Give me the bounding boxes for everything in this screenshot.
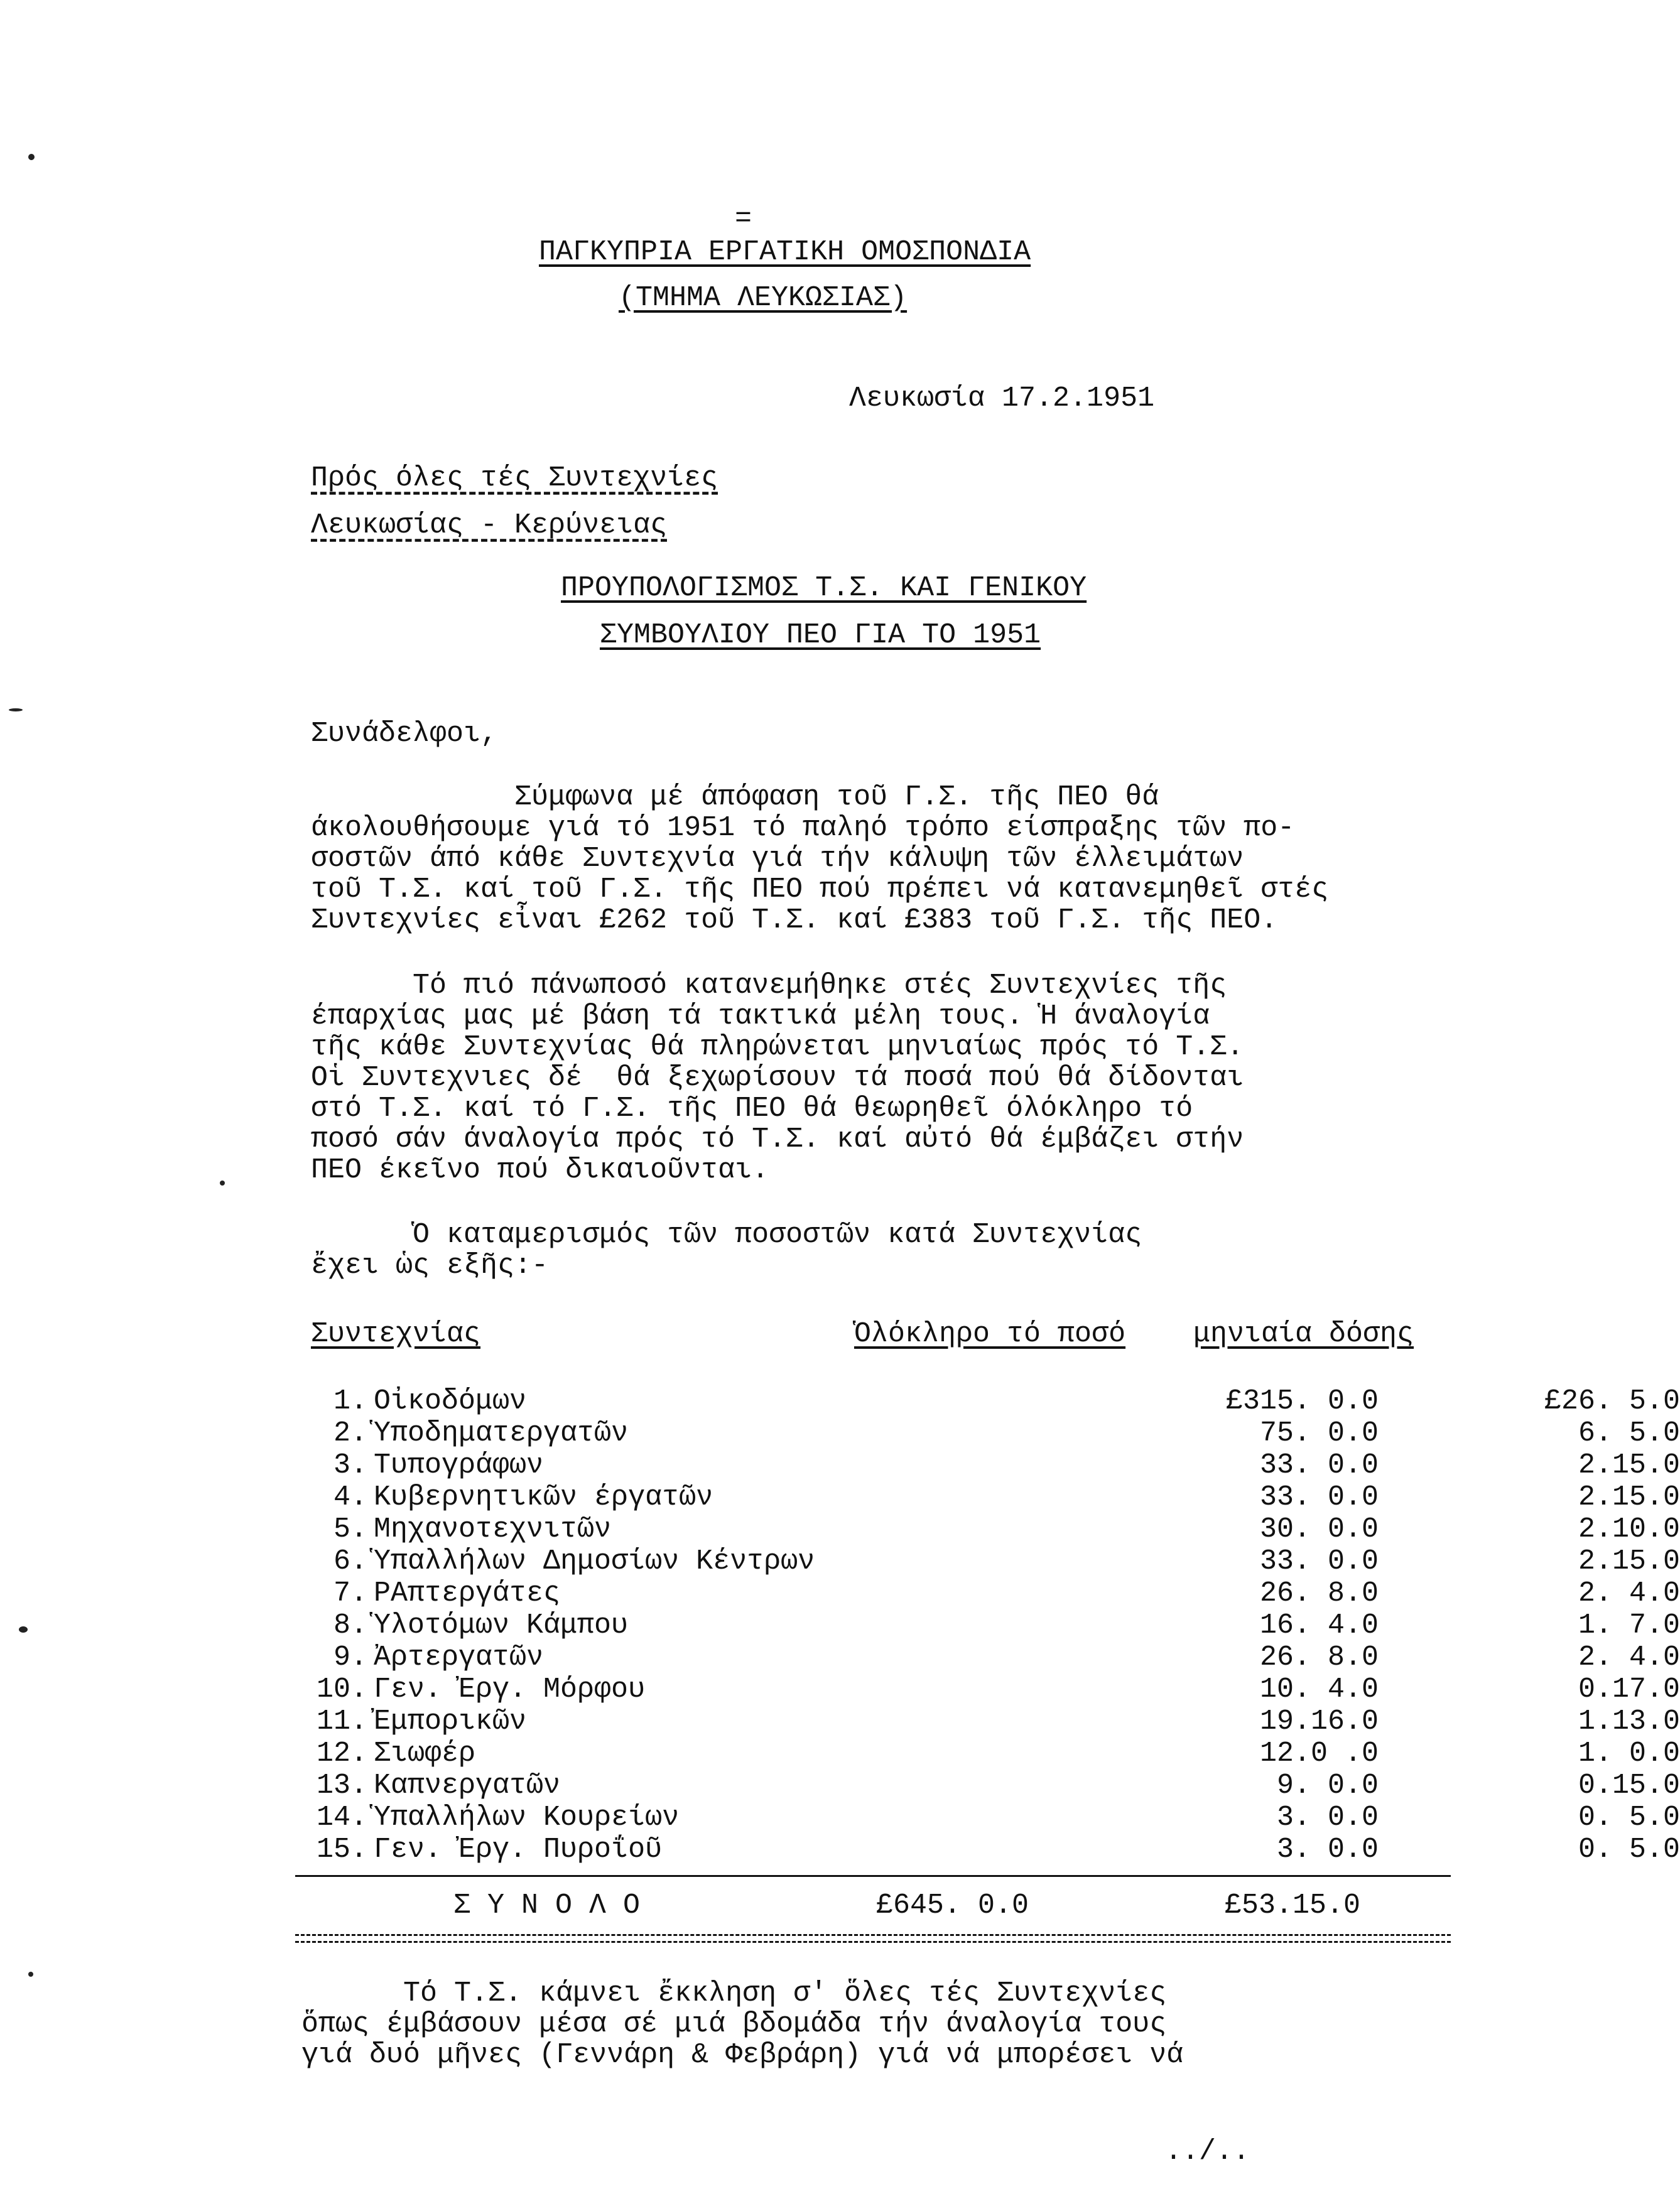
total-amount-cell: 19.16.0 bbox=[1259, 1705, 1379, 1738]
total-amount-cell: 26. 8.0 bbox=[1259, 1641, 1379, 1673]
monthly-installment-cell: 0.17.0 bbox=[1578, 1673, 1680, 1705]
union-name: Ἀρτεργατῶν bbox=[374, 1641, 544, 1673]
column-header-union: Συντεχνίας bbox=[311, 1318, 481, 1350]
scan-speck bbox=[9, 708, 23, 711]
monthly-installment-cell: 2.10.0 bbox=[1578, 1513, 1680, 1545]
table-row bbox=[311, 1577, 1680, 1609]
body-paragraph-3: Ὁ καταμερισμός τῶν ποσοστῶν κατά Συντεχνίας ἔχει ὡς εξῆς:- bbox=[311, 1219, 1142, 1282]
table-row bbox=[311, 1417, 1680, 1449]
recipient-line-2: Λευκωσίας - Κερύνειας bbox=[311, 509, 668, 541]
table-row bbox=[311, 1673, 1680, 1705]
row-number: 13. bbox=[316, 1770, 367, 1802]
union-name: Τυπογράφων bbox=[374, 1449, 544, 1481]
total-amount-cell: £315. 0.0 bbox=[1225, 1385, 1379, 1417]
union-name: Ὑποδηματεργατῶν bbox=[374, 1417, 629, 1449]
monthly-installment-cell: 0. 5.0 bbox=[1578, 1802, 1680, 1834]
total-amount-cell: 75. 0.0 bbox=[1259, 1417, 1379, 1449]
total-amount-cell: 33. 0.0 bbox=[1259, 1545, 1379, 1577]
scan-speck bbox=[28, 1972, 33, 1977]
table-row bbox=[311, 1705, 1680, 1738]
total-amount: £645. 0.0 bbox=[876, 1889, 1029, 1921]
row-number: 3. bbox=[333, 1449, 367, 1481]
monthly-installment-cell: 0. 5.0 bbox=[1578, 1834, 1680, 1866]
union-name: Ὑπαλλήλων Δημοσίων Κέντρων bbox=[374, 1545, 815, 1577]
continuation-mark: ../.. bbox=[1165, 2136, 1250, 2168]
row-number: 9. bbox=[333, 1641, 367, 1673]
total-amount-cell: 12.0 .0 bbox=[1259, 1738, 1379, 1770]
total-label: Σ Υ Ν Ο Λ Ο bbox=[453, 1889, 641, 1921]
union-name: Γεν. Ἐργ. Πυροΐοῦ bbox=[374, 1834, 663, 1866]
monthly-installment-cell: 6. 5.0 bbox=[1578, 1417, 1680, 1449]
table-row bbox=[311, 1385, 1680, 1417]
union-name: Σιωφέρ bbox=[374, 1738, 476, 1770]
monthly-installment-cell: 1. 0.0 bbox=[1578, 1738, 1680, 1770]
monthly-installment-cell: £26. 5.0 bbox=[1544, 1385, 1680, 1417]
row-number: 4. bbox=[333, 1481, 367, 1513]
total-monthly: £53.15.0 bbox=[1225, 1889, 1361, 1921]
row-number: 2. bbox=[333, 1417, 367, 1449]
table-row bbox=[311, 1545, 1680, 1577]
row-number: 5. bbox=[333, 1513, 367, 1545]
total-amount-cell: 16. 4.0 bbox=[1259, 1609, 1379, 1641]
total-amount-cell: 3. 0.0 bbox=[1276, 1802, 1379, 1834]
subject-line-1: ΠΡΟΥΠΟΛΟΓΙΣΜΟΣ Τ.Σ. ΚΑΙ ΓΕΝΙΚΟΥ bbox=[561, 572, 1087, 604]
subject-line-2: ΣΥΜΒΟΥΛΙΟΥ ΠΕΟ ΓΙΑ ΤΟ 1951 bbox=[600, 619, 1041, 651]
monthly-installment-cell: 2. 4.0 bbox=[1578, 1641, 1680, 1673]
monthly-installment-cell: 2.15.0 bbox=[1578, 1481, 1680, 1513]
total-rule bbox=[295, 1875, 1451, 1877]
body-paragraph-2: Τό πιό πάνωποσό κατανεμήθηκε στές Συντεχνίες τῆς έπαρχίας μας μέ βάση τά τακτικά μέλη τους. Ἡ άναλογία τῆς κάθε Συντεχνίας θά πληρώνεται μηνιαίως πρός τό Τ.Σ. Οἱ Συντεχνιες δέ θά ξεχωρίσουν τά ποσά πού θά δίδονται στό Τ.Σ. καί τό Γ.Σ. τῆς ΠΕΟ θά θεωρηθεῖ όλόκληρο τό ποσό σάν άναλογία πρός τό Τ.Σ. καί αὐτό θά έμβάζει στήν ΠΕΟ έκεῖνο πού δικαιοῦνται. bbox=[311, 970, 1244, 1186]
closing-paragraph: Τό Τ.Σ. κάμνει ἔκκληση σ' ὅλες τές Συντεχνίες ὅπως έμβάσουν μέσα σέ μιά βδομάδα τήν άναλογία τους γιά δυό μῆνες (Γεννάρη & Φεβράρη) γιά νά μπορέσει νά bbox=[301, 1977, 1184, 2071]
table-row bbox=[311, 1481, 1680, 1513]
scan-speck bbox=[220, 1181, 225, 1186]
contribution-table bbox=[311, 1385, 1680, 1866]
total-amount-cell: 3. 0.0 bbox=[1276, 1834, 1379, 1866]
union-name: Μηχανοτεχνιτῶν bbox=[374, 1513, 612, 1545]
row-number: 15. bbox=[316, 1834, 367, 1866]
union-name: Ὑπαλλήλων Κουρείων bbox=[374, 1802, 680, 1834]
scan-speck bbox=[19, 1626, 28, 1633]
union-name: Καπνεργατῶν bbox=[374, 1770, 561, 1802]
table-row bbox=[311, 1641, 1680, 1673]
union-name: Γεν. Ἐργ. Μόρφου bbox=[374, 1673, 646, 1705]
organization-name: ΠΑΓΚΥΠΡΙΑ ΕΡΓΑΤΙΚΗ ΟΜΟΣΠΟΝΔΙΑ bbox=[539, 236, 1031, 268]
total-amount-cell: 26. 8.0 bbox=[1259, 1577, 1379, 1609]
monthly-installment-cell: 1.13.0 bbox=[1578, 1705, 1680, 1738]
row-number: 7. bbox=[333, 1577, 367, 1609]
table-row bbox=[311, 1513, 1680, 1545]
table-row bbox=[311, 1449, 1680, 1481]
branch-name: (ΤΜΗΜΑ ΛΕΥΚΩΣΙΑΣ) bbox=[619, 282, 908, 314]
total-amount-cell: 9. 0.0 bbox=[1276, 1770, 1379, 1802]
salutation: Συνάδελφοι, bbox=[311, 718, 498, 750]
total-amount-cell: 33. 0.0 bbox=[1259, 1449, 1379, 1481]
table-header bbox=[0, 1317, 1465, 1355]
monthly-installment-cell: 1. 7.0 bbox=[1578, 1609, 1680, 1641]
row-number: 12. bbox=[316, 1738, 367, 1770]
union-name: Ὑλοτόμων Κάμπου bbox=[374, 1609, 629, 1641]
union-name: ΡΑπτεργάτες bbox=[374, 1577, 561, 1609]
place-date: Λευκωσία 17.2.1951 bbox=[849, 382, 1155, 414]
monthly-installment-cell: 2. 4.0 bbox=[1578, 1577, 1680, 1609]
monthly-installment-cell: 0.15.0 bbox=[1578, 1770, 1680, 1802]
double-rule bbox=[295, 1934, 1451, 1943]
table-row bbox=[311, 1833, 1680, 1866]
row-number: 8. bbox=[333, 1609, 367, 1641]
monthly-installment-cell: 2.15.0 bbox=[1578, 1449, 1680, 1481]
table-row bbox=[311, 1801, 1680, 1834]
row-number: 14. bbox=[316, 1802, 367, 1834]
table-row bbox=[311, 1609, 1680, 1641]
union-name: Οἰκοδόμων bbox=[374, 1385, 527, 1417]
recipient-line-1: Πρός όλες τές Συντεχνίες bbox=[311, 462, 718, 494]
column-header-total: Ὁλόκληρο τό ποσό bbox=[854, 1318, 1126, 1350]
column-header-monthly: μηνιαία δόσης bbox=[1193, 1318, 1414, 1350]
header-mark: = bbox=[735, 203, 752, 235]
table-row bbox=[311, 1769, 1680, 1802]
monthly-installment-cell: 2.15.0 bbox=[1578, 1545, 1680, 1577]
row-number: 10. bbox=[316, 1673, 367, 1705]
total-amount-cell: 30. 0.0 bbox=[1259, 1513, 1379, 1545]
scan-speck bbox=[28, 154, 35, 160]
table-row bbox=[311, 1737, 1680, 1770]
row-number: 6. bbox=[333, 1545, 367, 1577]
union-name: Ἐμπορικῶν bbox=[374, 1705, 527, 1738]
row-number: 1. bbox=[333, 1385, 367, 1417]
union-name: Κυβερνητικῶν έργατῶν bbox=[374, 1481, 713, 1513]
total-amount-cell: 33. 0.0 bbox=[1259, 1481, 1379, 1513]
body-paragraph-1: Σύμφωνα μέ άπόφαση τοῦ Γ.Σ. τῆς ΠΕΟ θά άκολουθήσουμε γιά τό 1951 τό παληό τρόπο είσπραξης τῶν πο- σοστῶν άπό κάθε Συντεχνία γιά τήν κάλυψη τῶν έλλειμάτων τοῦ Τ.Σ. καί τοῦ Γ.Σ. τῆς ΠΕΟ πού πρέπει νά κατανεμηθεῖ στές Συντεχνίες εἶναι £262 τοῦ Τ.Σ. καί £383 τοῦ Γ.Σ. τῆς ΠΕΟ. bbox=[311, 781, 1329, 936]
total-amount-cell: 10. 4.0 bbox=[1259, 1673, 1379, 1705]
row-number: 11. bbox=[316, 1705, 367, 1738]
